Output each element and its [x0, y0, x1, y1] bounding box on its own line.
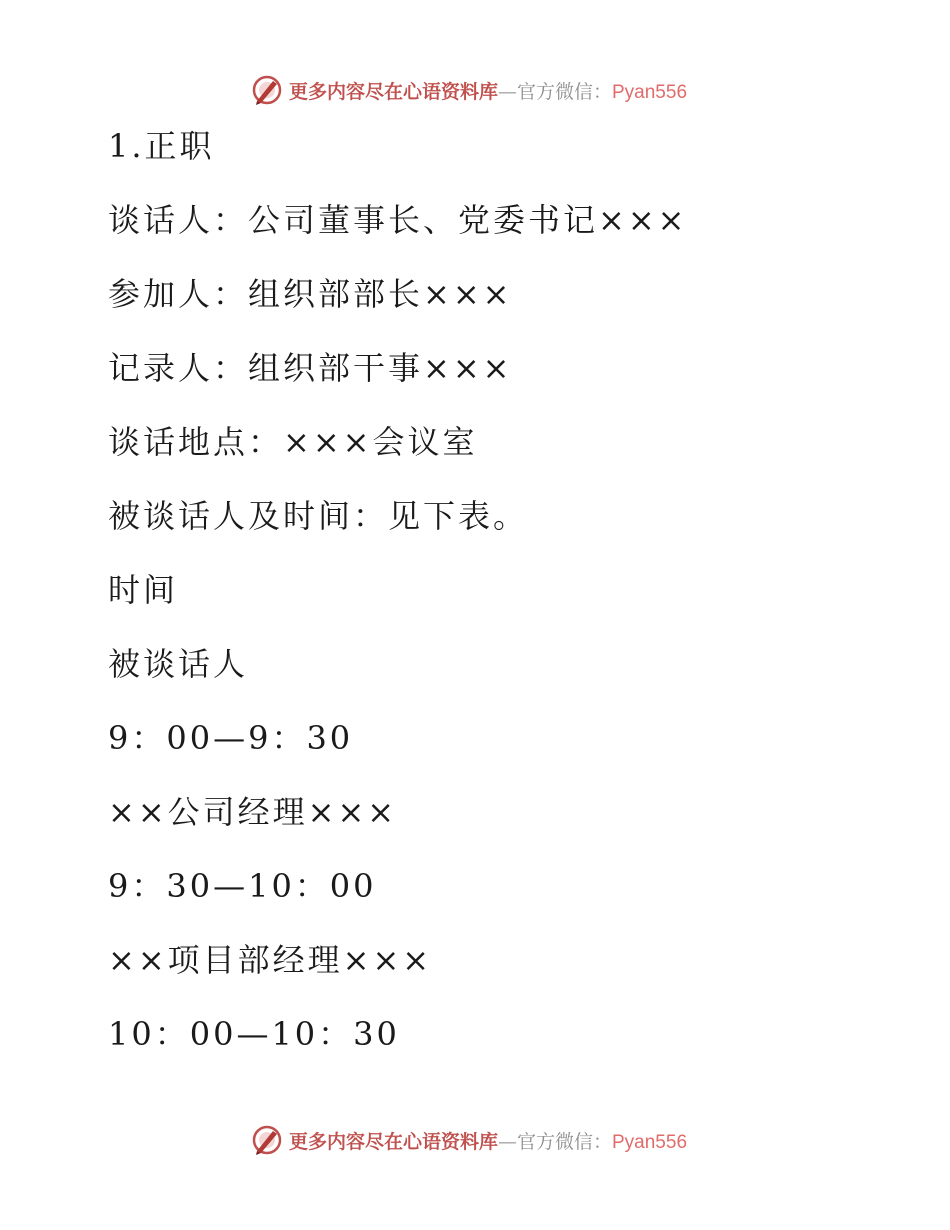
- table-header-time: 时间: [108, 571, 179, 609]
- recorder-line: 记录人：组织部干事×××: [108, 349, 513, 387]
- watermark-text: [289, 77, 687, 104]
- watermark-wechat-id: Pyan556: [612, 81, 688, 103]
- watermark-dash: —: [497, 80, 517, 103]
- schedule-time-2: 9：30—10：00: [108, 867, 377, 905]
- watermark-dash: —: [497, 1130, 517, 1153]
- schedule-person-1: ××公司经理×××: [108, 793, 398, 831]
- watermark-main-text: 更多内容尽在心语资料库: [288, 80, 498, 103]
- pen-logo-icon: [251, 1124, 283, 1156]
- watermark-group: [251, 1124, 687, 1156]
- participant-line: 参加人：组织部部长×××: [108, 275, 513, 313]
- interviewee-time-line: 被谈话人及时间：见下表。: [108, 497, 529, 535]
- header-watermark-banner: [0, 70, 950, 110]
- schedule-person-2: ××项目部经理×××: [108, 941, 433, 979]
- location-line: 谈话地点：×××会议室: [108, 423, 478, 461]
- schedule-time-3: 10：00—10：30: [108, 1015, 400, 1053]
- watermark-official-label: 官方微信：: [516, 1130, 612, 1153]
- document-body: [108, 124, 908, 1086]
- watermark-main-text: 更多内容尽在心语资料库: [288, 1130, 498, 1153]
- pen-logo-icon: [251, 74, 283, 106]
- footer-watermark-banner: [0, 1120, 950, 1160]
- schedule-time-1: 9：00—9：30: [108, 719, 354, 757]
- watermark-group: [251, 74, 687, 106]
- table-header-interviewee: 被谈话人: [108, 645, 249, 683]
- watermark-wechat-id: Pyan556: [612, 1131, 688, 1153]
- speaker-line: 谈话人：公司董事长、党委书记×××: [108, 201, 688, 239]
- watermark-official-label: 官方微信：: [516, 80, 612, 103]
- section-heading: 1.正职: [108, 127, 215, 165]
- watermark-text: [289, 1127, 687, 1154]
